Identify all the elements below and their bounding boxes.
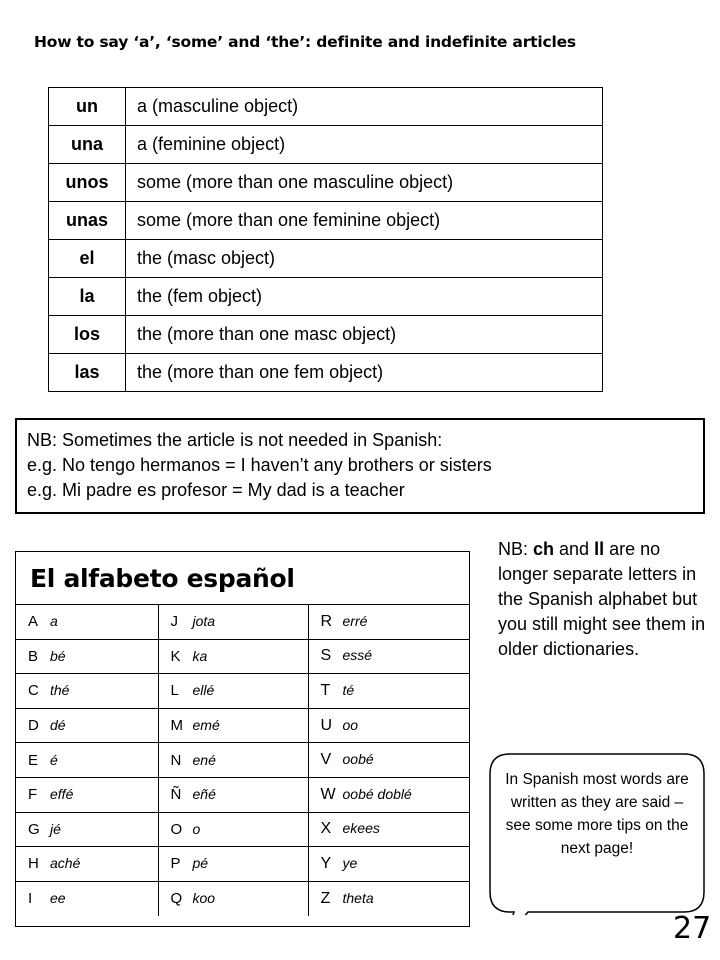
alphabet-letter: A (28, 613, 39, 631)
alphabet-letter: Q (170, 890, 183, 908)
article-word: la (49, 278, 126, 316)
alphabet-pronunciation: pé (192, 855, 209, 872)
alphabet-cell (16, 708, 158, 743)
alphabet-letter: G (28, 820, 40, 838)
nb-side-ll: ll (594, 539, 605, 559)
alphabet-pronunciation: é (50, 751, 58, 768)
article-row (49, 126, 603, 164)
article-word: las (49, 354, 126, 392)
article-row (49, 354, 603, 392)
nb-note-line: NB: Sometimes the article is not needed in Spanish: (27, 430, 443, 450)
article-meaning: a (masculine object) (126, 88, 603, 126)
alphabet-letter: T (320, 681, 331, 699)
alphabet-pronunciation: té (342, 681, 355, 698)
article-word: el (49, 240, 126, 278)
alphabet-pronunciation: aché (50, 855, 81, 872)
alphabet-letter: S (320, 647, 332, 665)
alphabet-cell (158, 605, 308, 640)
alphabet-cell (16, 777, 158, 812)
alphabet-letter: M (170, 717, 183, 735)
alphabet-letter: H (28, 855, 39, 873)
alphabet-cell (308, 743, 469, 778)
article-row (49, 240, 603, 278)
alphabet-row (16, 777, 469, 812)
alphabet-letter: R (320, 612, 333, 630)
alphabet-letter: F (28, 786, 38, 804)
alphabet-pronunciation: oo (342, 716, 359, 733)
alphabet-cell (308, 847, 469, 882)
article-meaning: the (fem object) (126, 278, 603, 316)
nb-side-ch: ch (533, 539, 555, 559)
speech-bubble-text: In Spanish most words are written as they are said – see some more tips on the next page! (505, 771, 689, 857)
alphabet-letter: L (170, 682, 179, 700)
nb-side-note (498, 537, 713, 662)
alphabet-cell (158, 881, 308, 916)
article-meaning: the (masc object) (126, 240, 603, 278)
alphabet-pronunciation: eñé (192, 786, 216, 803)
alphabet-box (15, 551, 470, 927)
alphabet-cell (158, 812, 308, 847)
alphabet-pronunciation: dé (50, 717, 66, 734)
article-row (49, 88, 603, 126)
page-number: 27 (673, 911, 712, 946)
alphabet-pronunciation: emé (192, 717, 220, 734)
article-row (49, 316, 603, 354)
alphabet-letter: N (170, 751, 182, 769)
alphabet-cell (158, 847, 308, 882)
alphabet-letter: P (170, 855, 181, 873)
alphabet-letter: Y (320, 854, 332, 872)
alphabet-row (16, 605, 469, 640)
nb-example-line: e.g. No tengo hermanos = I haven’t any brothers or sisters (27, 455, 492, 475)
alphabet-cell (158, 639, 308, 674)
article-word: una (49, 126, 126, 164)
alphabet-cell (16, 639, 158, 674)
alphabet-pronunciation: ee (50, 890, 66, 907)
alphabet-pronunciation: ené (192, 751, 216, 768)
alphabet-row (16, 743, 469, 778)
alphabet-pronunciation: theta (342, 889, 374, 906)
alphabet-row (16, 812, 469, 847)
alphabet-letter: K (170, 647, 181, 665)
articles-table (48, 87, 603, 392)
alphabet-pronunciation: ye (342, 854, 358, 871)
alphabet-letter: V (320, 751, 332, 769)
alphabet-cell (158, 708, 308, 743)
article-word: los (49, 316, 126, 354)
article-meaning: a (feminine object) (126, 126, 603, 164)
alphabet-pronunciation: koo (192, 890, 216, 907)
article-meaning: the (more than one fem object) (126, 354, 603, 392)
alphabet-row (16, 881, 469, 916)
alphabet-row (16, 674, 469, 709)
alphabet-title: El alfabeto español (30, 564, 295, 593)
alphabet-pronunciation: effé (50, 786, 74, 803)
alphabet-cell (16, 743, 158, 778)
article-meaning: the (more than one masc object) (126, 316, 603, 354)
speech-bubble (488, 752, 706, 915)
alphabet-cell (16, 881, 158, 916)
article-word: unos (49, 164, 126, 202)
alphabet-pronunciation: ellé (192, 682, 215, 699)
alphabet-pronunciation: erré (342, 612, 368, 629)
alphabet-letter: U (320, 716, 333, 734)
nb-example-line: e.g. Mi padre es profesor = My dad is a teacher (27, 480, 405, 500)
alphabet-row (16, 847, 469, 882)
alphabet-letter: Z (320, 889, 331, 907)
alphabet-pronunciation: oobé (342, 751, 374, 768)
alphabet-letter: X (320, 820, 332, 838)
article-row (49, 202, 603, 240)
alphabet-pronunciation: jé (50, 820, 61, 837)
alphabet-pronunciation: jota (192, 613, 216, 630)
alphabet-cell (308, 777, 469, 812)
alphabet-pronunciation: essé (342, 647, 373, 664)
alphabet-letter: E (28, 751, 39, 769)
nb-side-rest: are no longer separate letters in the Spanish alphabet but you still might see them in older dictionaries. (498, 539, 706, 659)
alphabet-pronunciation: o (192, 820, 201, 837)
alphabet-cell (158, 777, 308, 812)
alphabet-pronunciation: bé (50, 647, 66, 664)
alphabet-cell (308, 881, 469, 916)
alphabet-pronunciation: thé (50, 682, 70, 699)
alphabet-cell (308, 812, 469, 847)
article-row (49, 278, 603, 316)
alphabet-letter: C (28, 682, 39, 700)
article-word: un (49, 88, 126, 126)
alphabet-table (16, 604, 469, 916)
alphabet-cell (158, 743, 308, 778)
alphabet-row (16, 639, 469, 674)
alphabet-letter: D (28, 717, 39, 735)
alphabet-pronunciation: ekees (342, 820, 380, 837)
article-row (49, 164, 603, 202)
alphabet-letter: B (28, 647, 39, 665)
alphabet-pronunciation: oobé doblé (342, 785, 412, 802)
alphabet-cell (16, 812, 158, 847)
alphabet-letter: W (320, 785, 336, 803)
nb-side-prefix: NB: (498, 539, 534, 559)
alphabet-cell (308, 605, 469, 640)
article-meaning: some (more than one feminine object) (126, 202, 603, 240)
alphabet-pronunciation: a (50, 613, 58, 630)
nb-side-mid: and (554, 539, 595, 559)
article-word: unas (49, 202, 126, 240)
alphabet-row (16, 708, 469, 743)
alphabet-cell (16, 605, 158, 640)
alphabet-letter: I (28, 890, 33, 908)
alphabet-cell (16, 674, 158, 709)
alphabet-cell (308, 639, 469, 674)
alphabet-letter: Ñ (170, 786, 182, 804)
page-title: How to say ‘a’, ‘some’ and ‘the’: definite and indefinite articles (34, 33, 576, 51)
alphabet-cell (16, 847, 158, 882)
alphabet-cell (158, 674, 308, 709)
alphabet-letter: J (170, 613, 178, 631)
nb-note-box (15, 418, 705, 514)
alphabet-pronunciation: ka (192, 647, 208, 664)
alphabet-cell (308, 674, 469, 709)
article-meaning: some (more than one masculine object) (126, 164, 603, 202)
alphabet-cell (308, 708, 469, 743)
alphabet-letter: O (170, 820, 183, 838)
